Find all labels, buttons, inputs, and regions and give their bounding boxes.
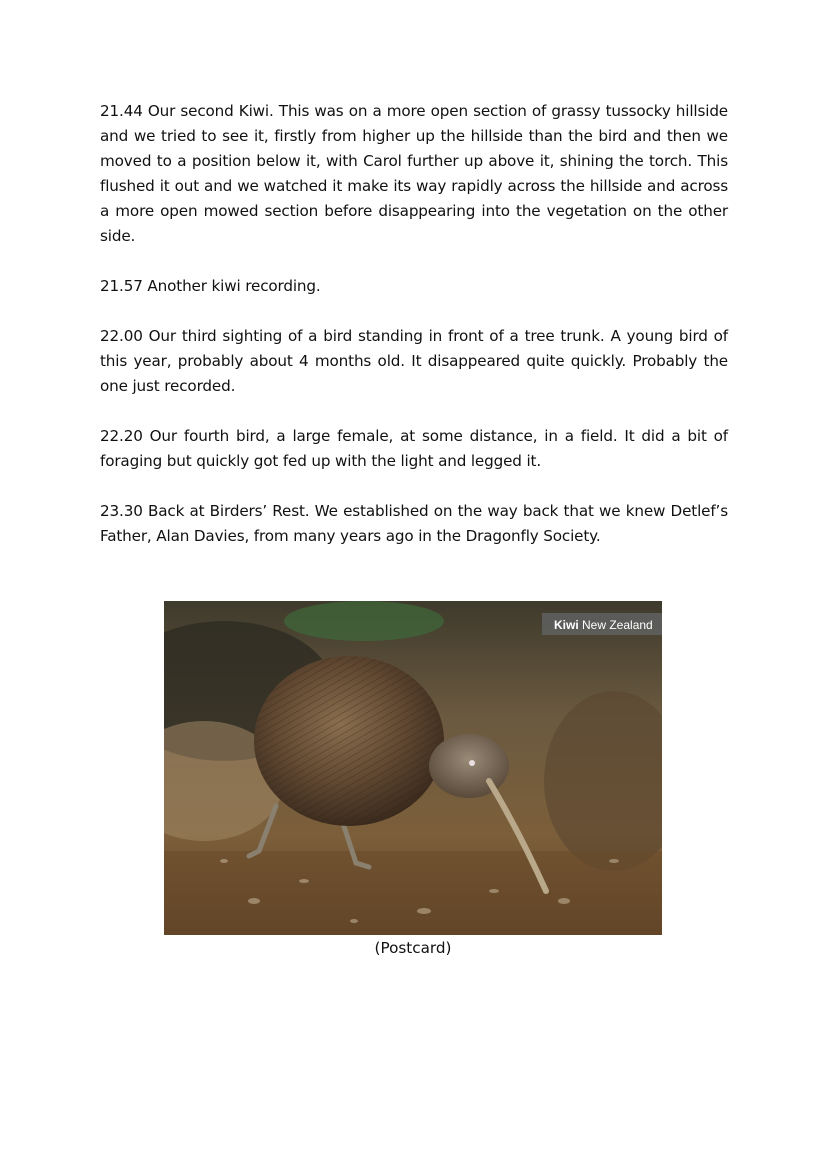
entry-2200: 22.00 Our third sighting of a bird standing in front of a tree trunk. A young bird of this year, probably about 4 months old. It disappeared quite quickly. Probably the one just recorded. bbox=[100, 327, 728, 395]
kiwi-postcard-image bbox=[164, 601, 662, 935]
postcard-figure bbox=[164, 601, 662, 957]
postcard-label-rest: New Zealand bbox=[578, 618, 653, 632]
entry-2220: 22.20 Our fourth bird, a large female, at some distance, in a field. It did a bit of foraging but quickly got fed up with the light and legged it. bbox=[100, 427, 728, 470]
journal-text bbox=[100, 99, 728, 549]
entry-2144: 21.44 Our second Kiwi. This was on a more open section of grassy tussocky hillside and we tried to see it, firstly from higher up the hillside than the bird and then we moved to a position below it, with Carol further up above it, shining the torch. This flushed it out and we watched it make its way rapidly across the hillside and across a more open mowed section before disappearing into the vegetation on the other side. bbox=[100, 102, 728, 245]
svg-text:Kiwi New Zealand bbox=[554, 618, 653, 632]
entry-2330: 23.30 Back at Birders’ Rest. We established on the way back that we knew Detlef’s Father, Alan Davies, from many years ago in the Dragonfly Society. bbox=[100, 502, 728, 545]
entry-2157: 21.57 Another kiwi recording. bbox=[100, 277, 321, 295]
figure-caption: (Postcard) bbox=[374, 939, 452, 957]
postcard-label-bold: Kiwi bbox=[554, 618, 579, 632]
